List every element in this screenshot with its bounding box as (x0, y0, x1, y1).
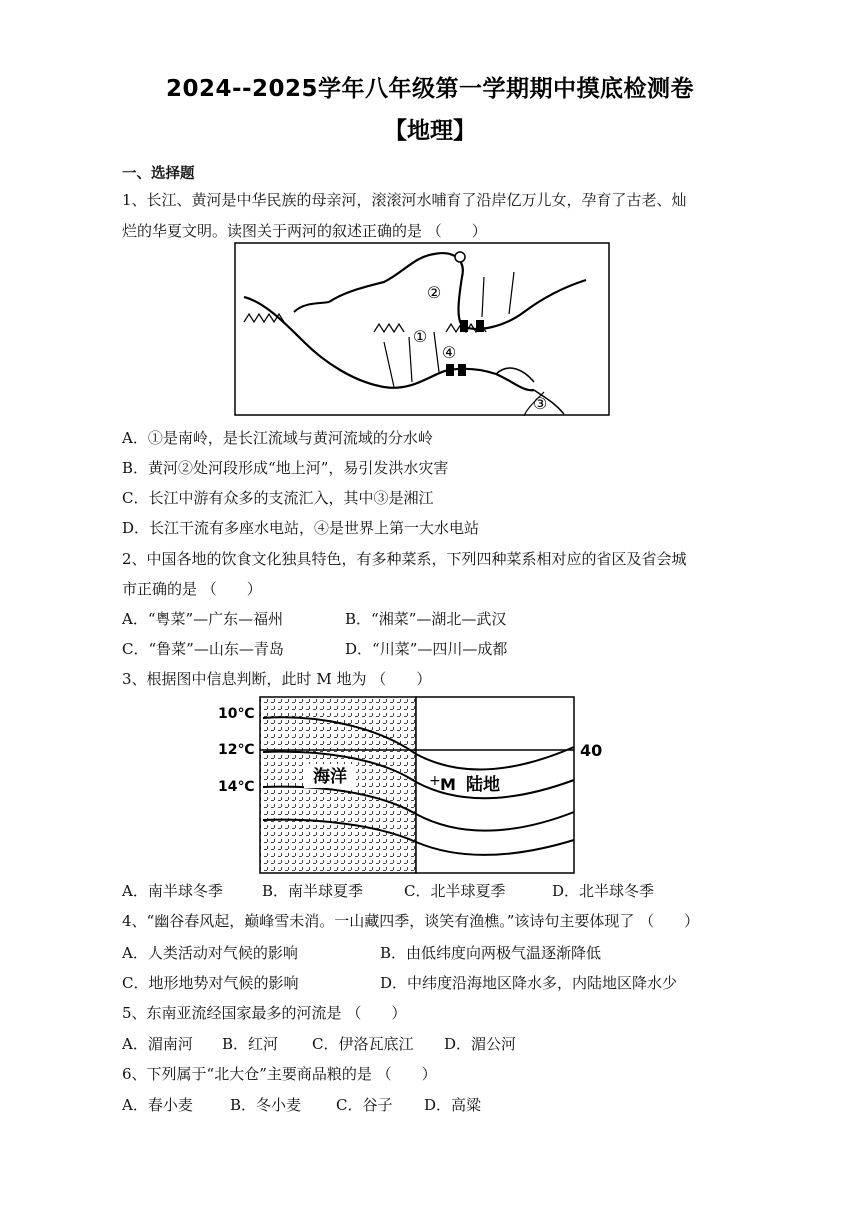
question-1-option-b: B．黄河②处河段形成“地上河”，易引发洪水灾害 (122, 459, 449, 477)
isotherm-figure (208, 692, 616, 878)
question-2-option-d: D．“川菜”—四川—成都 (345, 640, 508, 658)
exam-title: 2024--2025学年八年级第一学期期中摸底检测卷 (165, 76, 695, 102)
question-3-option-a: A．南半球冬季 (122, 882, 223, 900)
question-5-option-d: D．湄公河 (444, 1035, 517, 1053)
river-map-figure (234, 242, 610, 416)
question-4-stem: 4、“幽谷春风起，巅峰雪未消。一山藏四季，谈笑有渔樵。”该诗句主要体现了 （ ） (122, 912, 700, 930)
question-3-option-c: C．北半球夏季 (404, 882, 506, 900)
dam-mark (460, 320, 468, 332)
question-5-stem: 5、东南亚流经国家最多的河流是 （ ） (122, 1004, 407, 1022)
question-2-stem-line-2: 市正确的是 （ ） (122, 580, 262, 598)
question-2-stem-line-1: 2、中国各地的饮食文化独具特色，有多种菜系，下列四种菜系相对应的省区及省会城 (122, 550, 687, 568)
exam-subject: 【地理】 (384, 118, 476, 144)
question-6-option-c: C．谷子 (336, 1096, 393, 1114)
isotherm-10-label: 10℃ (218, 706, 255, 722)
latitude-label: 40 (580, 741, 603, 760)
question-1-option-c: C．长江中游有众多的支流汇入，其中③是湘江 (122, 489, 434, 507)
question-6-option-d: D．高粱 (424, 1096, 482, 1114)
question-5-option-c: C．伊洛瓦底江 (312, 1035, 414, 1053)
question-6-option-a: A．春小麦 (122, 1096, 193, 1114)
question-4-option-b: B．由低纬度向两极气温逐渐降低 (380, 944, 602, 962)
question-4-option-a: A．人类活动对气候的影响 (122, 944, 298, 962)
label-2: ② (426, 283, 442, 302)
question-1-option-d: D．长江干流有多座水电站，④是世界上第一大水电站 (122, 519, 480, 537)
question-6-stem: 6、下列属于“北大仓”主要商品粮的是 （ ） (122, 1065, 437, 1083)
land-label: 陆地 (466, 775, 500, 795)
question-5-option-b: B．红河 (222, 1035, 279, 1053)
m-point-label: M (440, 775, 456, 794)
question-6-option-b: B．冬小麦 (230, 1096, 302, 1114)
question-3-option-b: B．南半球夏季 (262, 882, 364, 900)
dam-mark (446, 364, 454, 376)
label-1: ① (412, 327, 428, 346)
question-4-option-d: D．中纬度沿海地区降水多，内陆地区降水少 (380, 974, 678, 992)
lake-mark (455, 252, 465, 262)
m-point-mark: + (429, 773, 441, 789)
sea-label: 海洋 (313, 767, 347, 787)
question-3-stem: 3、根据图中信息判断，此时 M 地为 （ ） (122, 670, 432, 688)
isotherm-12-label: 12℃ (218, 742, 255, 758)
question-1-stem-line-1: 1、长江、黄河是中华民族的母亲河，滚滚河水哺育了沿岸亿万儿女，孕育了古老、灿 (122, 191, 687, 209)
dam-mark (458, 364, 466, 376)
label-4: ④ (441, 343, 457, 362)
question-2-option-b: B．“湘菜”—湖北—武汉 (345, 610, 507, 628)
question-1-stem-line-2: 烂的华夏文明。读图关于两河的叙述正确的是 （ ） (122, 222, 487, 240)
question-2-option-c: C．“鲁菜”—山东—青岛 (122, 640, 284, 658)
dam-mark (476, 320, 484, 332)
question-4-option-c: C．地形地势对气候的影响 (122, 974, 299, 992)
question-3-option-d: D．北半球冬季 (552, 882, 655, 900)
section-title: 一、选择题 (122, 166, 195, 182)
isotherm-14-label: 14℃ (218, 779, 255, 795)
label-3: ③ (532, 394, 548, 413)
question-1-option-a: A．①是南岭，是长江流域与黄河流域的分水岭 (122, 429, 433, 447)
question-5-option-a: A．湄南河 (122, 1035, 193, 1053)
question-2-option-a: A．“粤菜”—广东—福州 (122, 610, 284, 628)
